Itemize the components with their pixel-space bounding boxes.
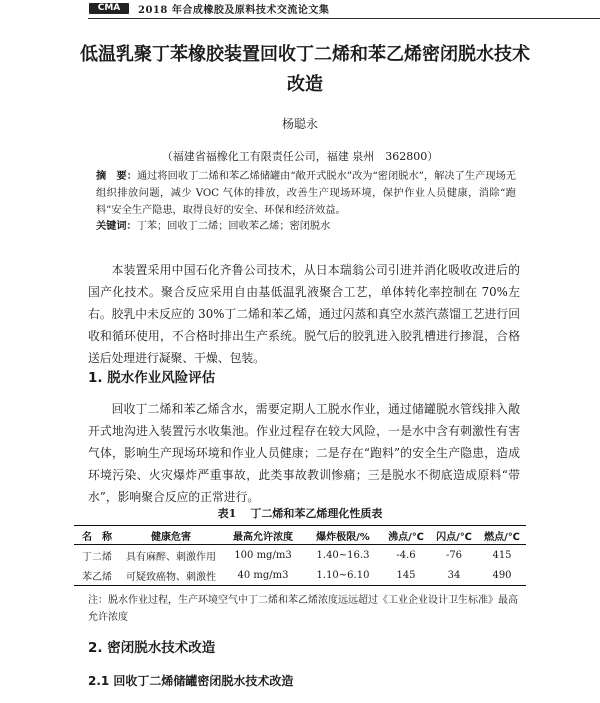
running-header (88, 0, 329, 16)
table-header-cell: 名 称 (74, 526, 120, 545)
table-cell: 40 mg/m3 (222, 565, 304, 586)
abstract-label: 摘 要： (96, 171, 137, 182)
table-header-cell: 最高允许浓度 (222, 526, 304, 545)
table-row (74, 545, 526, 566)
table-header-cell: 爆炸极限/% (304, 526, 382, 545)
table-cell: -4.6 (396, 549, 416, 561)
abstract (96, 168, 516, 219)
table-caption-text: 丁二烯和苯乙烯理化性质表 (250, 507, 383, 520)
table-header-cell: 燃点/℃ (478, 526, 526, 545)
table-note: 注：脱水作业过程，生产环境空气中丁二烯和苯乙烯浓度远远超过《工业企业设计卫生标准》最高允许浓度 (88, 595, 518, 623)
table-cell: 100 mg/m3 (234, 549, 292, 561)
header-rule (88, 18, 600, 19)
journal-logo: CMA (88, 2, 130, 15)
intro-paragraph: 本装置采用中国石化齐鲁公司技术，从日本瑞翁公司引进并消化吸收改进后的国产化技术。聚合反应采用自由基低温乳液聚合工艺，单体转化率控制在 70%左右。胶乳中未反应的 30%丁二烯和苯乙烯，通过闪蒸和真空水蒸汽蒸馏工艺进行回收和循环使用，不合格时排出生产系统。脱气后的胶乳进入胶乳槽进行掺混，合格送后处理进行凝聚、干燥、包装。 (88, 263, 520, 365)
keywords-text: 丁苯；回收丁二烯；回收苯乙烯；密闭脱水 (136, 221, 331, 232)
table-header-cell: 闪点/℃ (430, 526, 478, 545)
table-cell: 415 (492, 549, 512, 561)
affiliation: （福建省福橡化工有限责任公司，福建 泉州 362800） (161, 150, 439, 163)
table-header-cell: 健康危害 (120, 526, 222, 545)
table-caption (0, 505, 600, 521)
table-cell: 1.10~6.10 (304, 565, 382, 586)
abstract-text: 通过将回收丁二烯和苯乙烯储罐由“敞开式脱水”改为“密闭脱水”，解决了生产现场无组织排放问题，减少 VOC 气体的排放，改善生产现场环境，保护作业人员健康，消除“跑料”安全生产隐患，取得良好的安全、环保和经济效益。 (96, 171, 516, 216)
keywords (96, 220, 516, 234)
section-1-heading: 1. 脱水作业风险评估 (88, 370, 216, 386)
table-cell: 490 (478, 565, 526, 586)
table-cell: 丁二烯 (82, 551, 112, 563)
section-2-1-heading: 2.1 回收丁二烯储罐密闭脱水技术改造 (88, 674, 294, 688)
properties-table (74, 525, 526, 586)
table-cell: -76 (445, 549, 463, 561)
table-cell: 34 (430, 565, 478, 586)
table-cell: 145 (382, 565, 430, 586)
section-1-paragraph: 回收丁二烯和苯乙烯含水，需要定期人工脱水作业，通过储罐脱水管线排入敞开式地沟进入装置污水收集池。作业过程存在较大风险，一是水中含有刺激性有害气体，影响生产现场环境和作业人员健康；二是存在“跑料”的安全生产隐患，造成环境污染、火灾爆炸严重事故，此类事故教训惨痛；三是脱水不彻底造成原料“带水”，影响聚合反应的正常进行。 (88, 402, 520, 504)
author: 杨聪永 (281, 117, 318, 131)
table-row (74, 565, 526, 586)
table-caption-number: 表1 (217, 507, 237, 520)
table-cell: 苯乙烯 (74, 565, 120, 586)
table-header-row (74, 526, 526, 545)
section-2-heading: 2. 密闭脱水技术改造 (88, 640, 216, 656)
keywords-label: 关键词： (96, 221, 137, 232)
running-head-text: 2018 年合成橡胶及原料技术交流论文集 (138, 4, 330, 16)
table-cell: 1.40~16.3 (316, 549, 370, 561)
table-cell: 可疑致癌物、刺激性 (120, 565, 222, 586)
table-header-cell: 沸点/℃ (382, 526, 430, 545)
paper-title: 低温乳聚丁苯橡胶装置回收丁二烯和苯乙烯密闭脱水技术改造 (80, 44, 530, 95)
table-cell: 具有麻醉、刺激作用 (126, 551, 216, 563)
